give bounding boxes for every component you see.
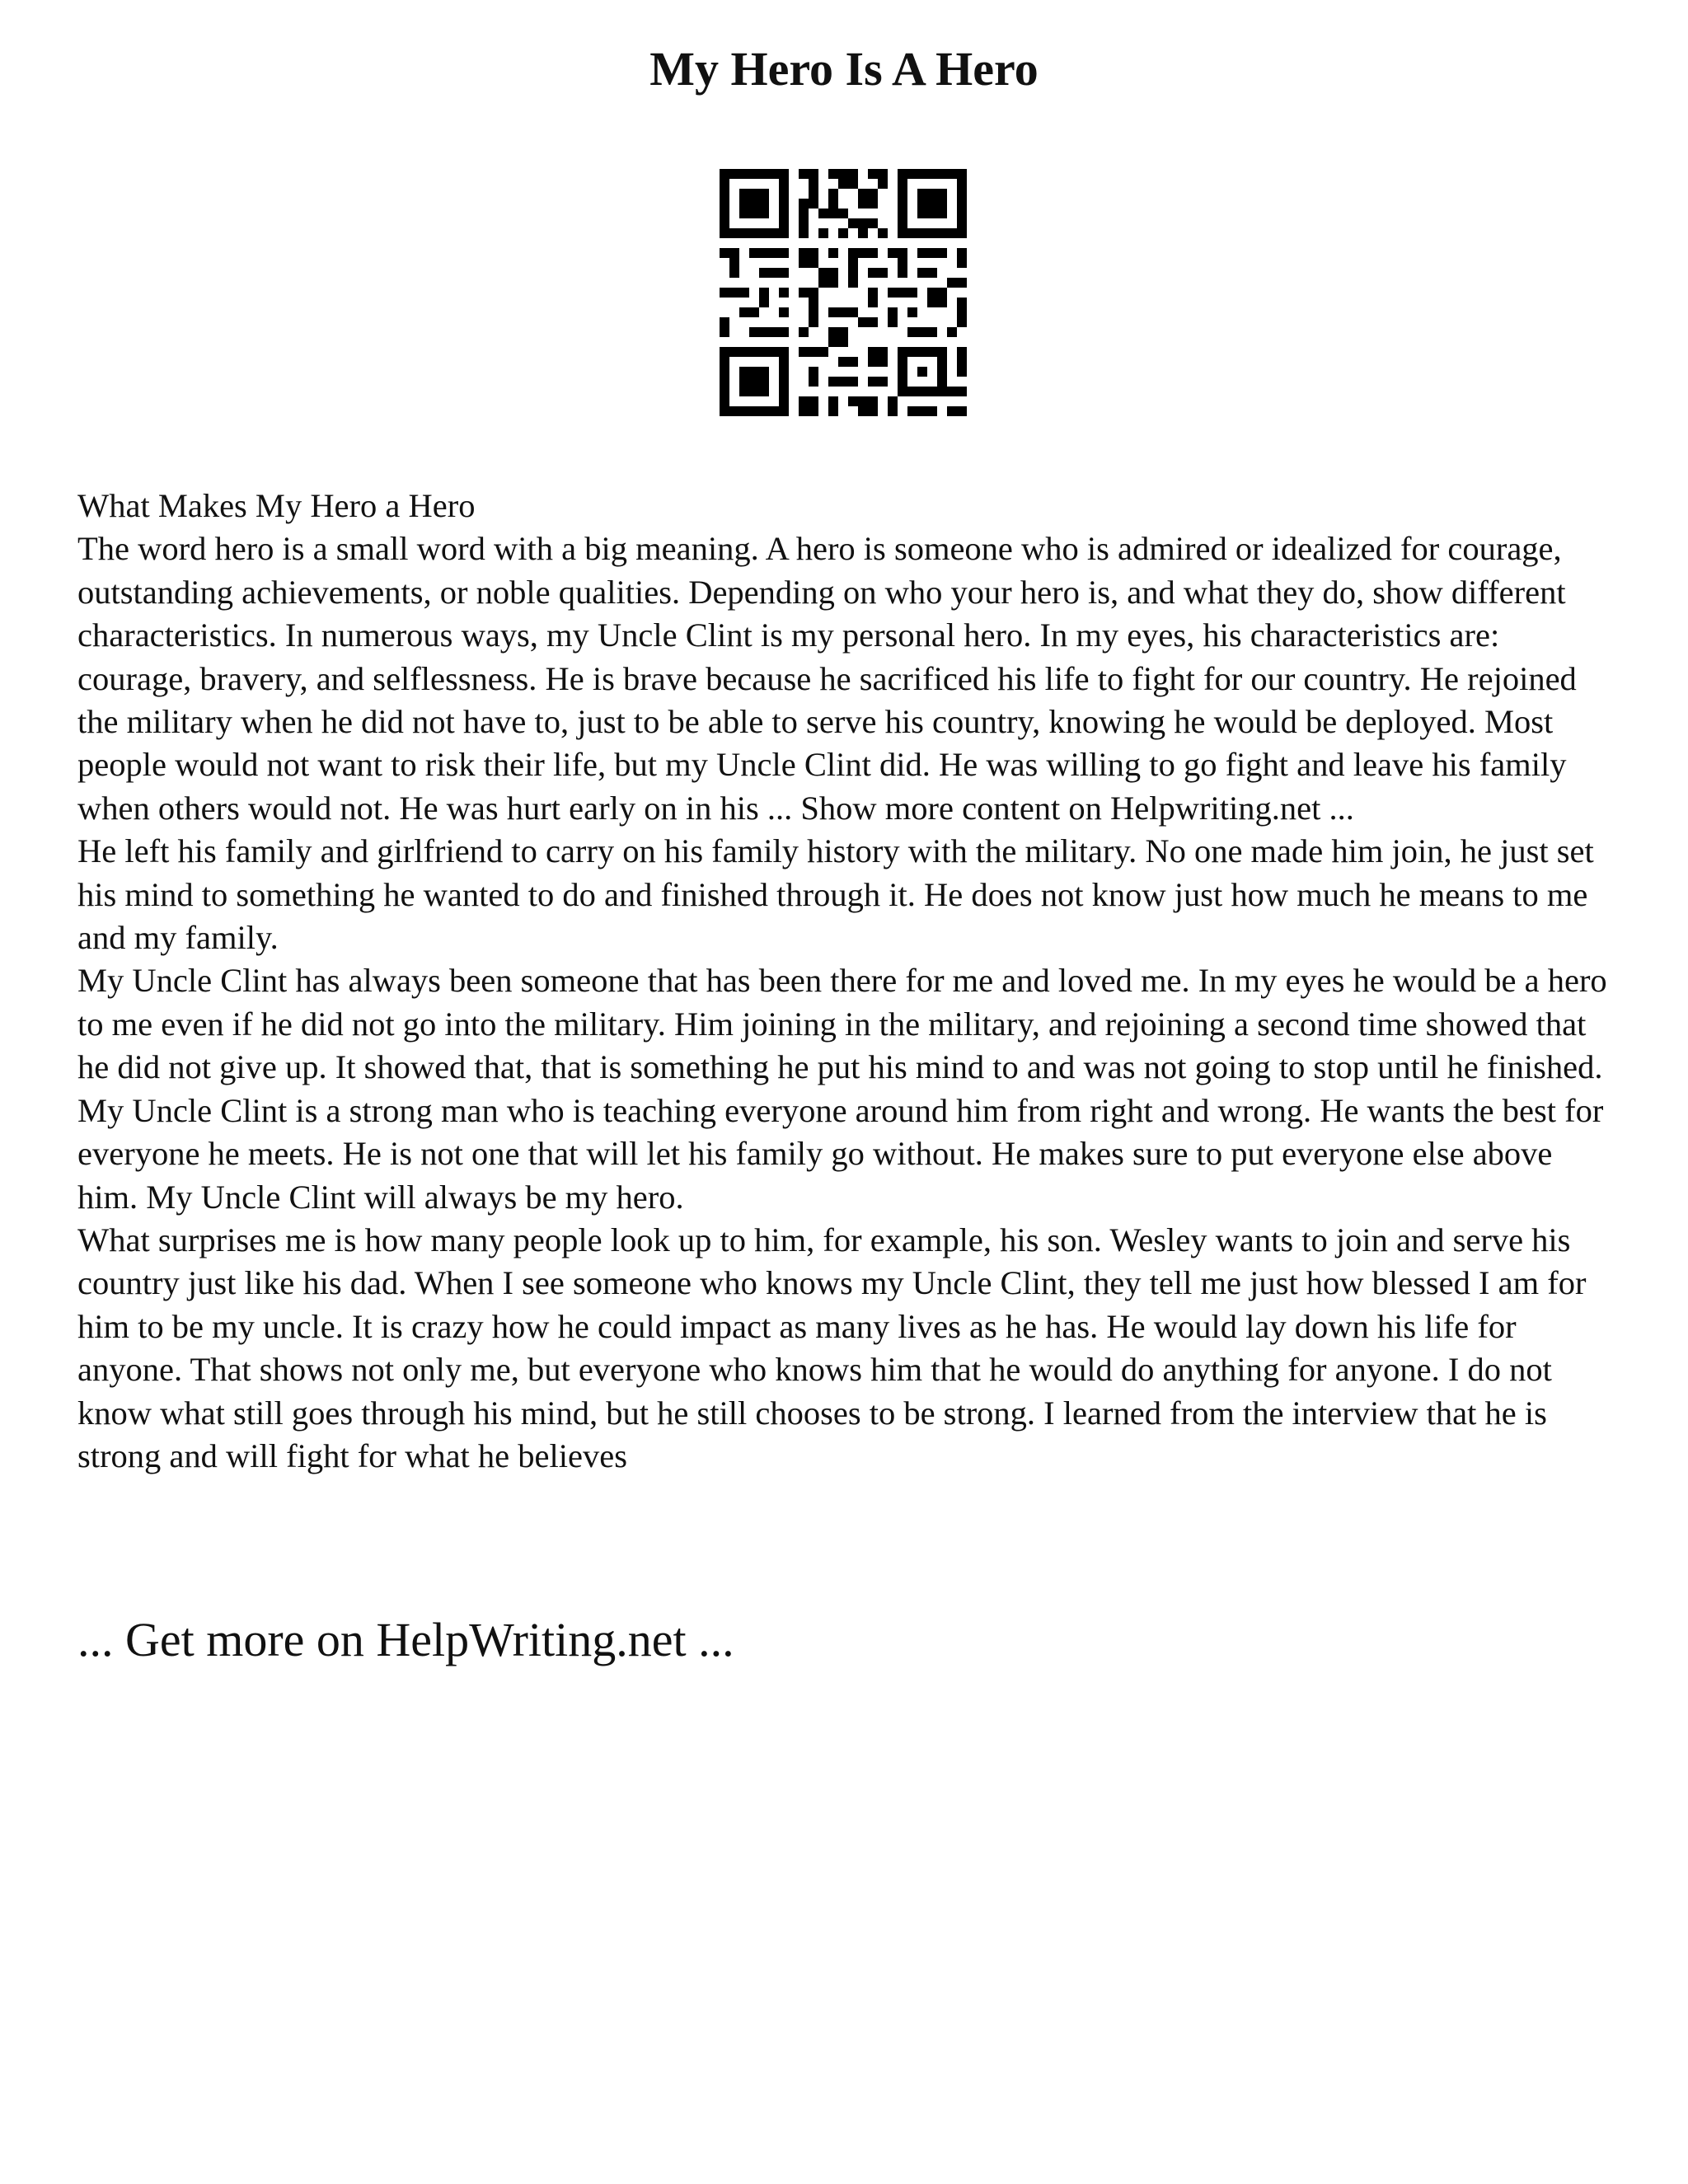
document-title: My Hero Is A Hero (649, 42, 1039, 96)
get-more-link[interactable]: ... Get more on HelpWriting.net ... (77, 1613, 734, 1666)
paragraph-1: The word hero is a small word with a big meaning. A hero is someone who is admired or idealized for courage, outstanding achievements, or noble qualities. Depending on who your hero is, and what they do, show different characteristics. In numerous ways, my Uncle Clint is my personal hero. In my eyes, his characteristics are: courage, bravery, and selflessness. He is brave because he sacrificed his life to fight for our country. He rejoined the military when he did not have to, just to be able to serve his country, knowing he would be deployed. Most people would not want to risk their life, but my Uncle Clint did. He was willing to go fight and leave his family when others would not. He was hurt early on in his ... Show more content on Helpwriting.net ... (77, 530, 1577, 827)
essay-body (77, 485, 1619, 1478)
paragraph-4: What surprises me is how many people look up to him, for example, his son. Wesley wants to join and serve his country just like his dad. When I see someone who knows my Uncle Clint, they tell me just how blessed I am for him to be my uncle. It is crazy how he could impact as many lives as he has. He would lay down his life for anyone. That shows not only me, but everyone who knows him that he would do anything for anyone. I do not know what still goes through his mind, but he still chooses to be strong. I learned from the interview that he is strong and will fight for what he believes (77, 1221, 1587, 1474)
paragraph-3: My Uncle Clint has always been someone that has been there for me and loved me. In my eyes he would be a hero to me even if he did not go into the military. Him joining in the military, and rejoining a second time showed that he did not give up. It showed that, that is something he put his mind to and was not going to stop until he finished. My Uncle Clint is a strong man who is teaching everyone around him from right and wrong. He wants the best for everyone he meets. He is not one that will let his family go without. He makes sure to put everyone else above him. My Uncle Clint will always be my hero. (77, 962, 1607, 1216)
paragraph-2: He left his family and girlfriend to carry on his family history with the military. No one made him join, he just set his mind to something he wanted to do and finished through it. He does not know just how much he means to me and my family. (77, 832, 1594, 957)
essay-heading: What Makes My Hero a Hero (77, 487, 476, 524)
qr-code-icon (720, 169, 967, 416)
